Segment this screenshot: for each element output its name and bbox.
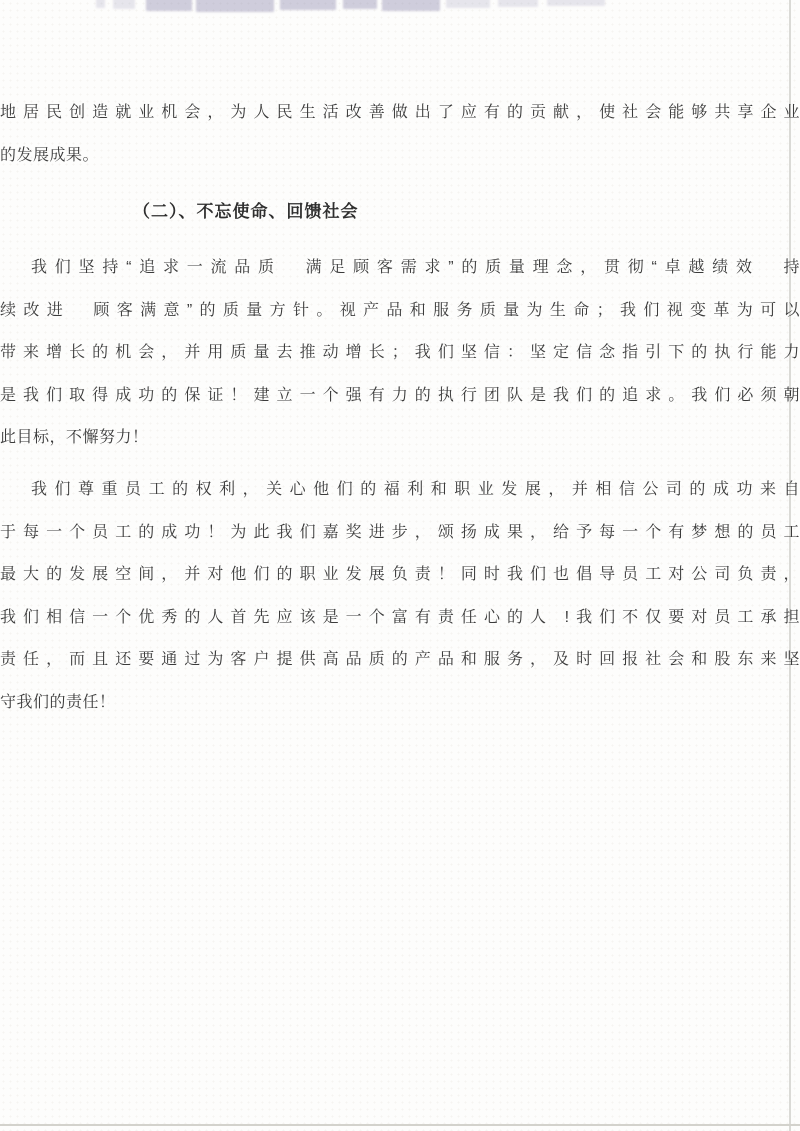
bleed-fragment [280,0,336,10]
bleed-fragment [113,0,135,9]
bleed-fragment [498,0,538,7]
bleed-fragment [146,0,192,11]
bleed-fragment [196,0,274,12]
body-text-line: 带来增长的机会，并用质量去推动增长；我们坚信：坚定信念指引下的执行能力 [0,344,800,361]
bleed-fragment [547,0,605,6]
body-text-line: 我们坚持“追求一流品质 满足顾客需求”的质量理念，贯彻“卓越绩效 持 [31,259,800,276]
body-text-line: 责任，而且还要通过为客户提供高品质的产品和服务，及时回报社会和股东来坚 [0,651,800,668]
body-text-line: 的发展成果。 [0,146,100,164]
body-text-line: 我们尊重员工的权利，关心他们的福利和职业发展，并相信公司的成功来自 [31,481,800,498]
paragraph-quality-belief [0,247,800,460]
body-text-line: 此目标，不懈努力！ [0,429,149,446]
bleed-through-artifact [96,0,605,16]
paragraph-employee-respect [0,469,800,724]
bleed-fragment [446,0,490,8]
section-heading: （二）、不忘使命、回馈社会 [133,202,359,221]
body-text-line: 是我们取得成功的保证！建立一个强有力的执行团队是我们的追求。我们必须朝 [0,386,800,404]
body-text-line: 于每一个员工的成功！为此我们嘉奖进步，颂扬成果，给予每一个有梦想的员工 [0,523,800,541]
paragraph-social-contribution [0,92,800,177]
body-text-line: 最大的发展空间，并对他们的职业发展负责！同时我们也倡导员工对公司负责， [0,566,800,583]
bleed-fragment [96,0,105,8]
body-text-line: 守我们的责任！ [0,693,116,711]
body-text-line: 续改进 顾客满意”的质量方针。视产品和服务质量为生命；我们视变革为可以 [0,301,800,319]
bleed-fragment [343,0,377,9]
scan-edge-line-bottom [0,1124,800,1126]
body-text-line: 我们相信一个优秀的人首先应该是一个富有责任心的人 !我们不仅要对员工承担 [0,608,800,626]
body-text-line: 地居民创造就业机会，为人民生活改善做出了应有的贡献，使社会能够共享企业 [0,104,800,121]
bleed-fragment [382,0,440,11]
